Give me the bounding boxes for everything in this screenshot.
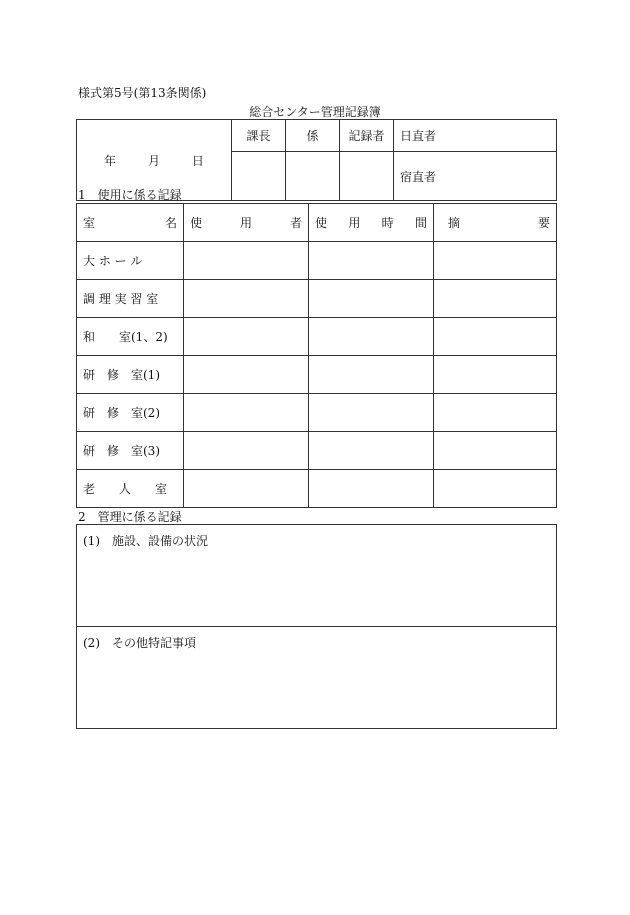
stamp-recorder[interactable] [340,152,394,201]
col-remarks-header: 摘 要 [434,204,557,242]
role-recorder: 記録者 [340,120,394,152]
remarks-cell[interactable] [434,470,557,508]
facility-status-box[interactable] [76,524,557,627]
time-cell[interactable] [309,242,434,280]
table-row [77,242,557,280]
room-name: 研 修 室(1) [77,356,184,394]
user-cell[interactable] [184,394,309,432]
table-row [77,280,557,318]
room-name: 調 理 実 習 室 [77,280,184,318]
user-cell[interactable] [184,318,309,356]
room-name: 老 人 室 [77,470,184,508]
other-notes-box[interactable] [76,626,557,729]
year-label: 年 [104,153,117,168]
table-row [77,432,557,470]
form-number: 様式第5号(第13条関係) [78,86,207,100]
section-usage-title: 1 使用に係る記録 [78,188,182,202]
time-cell[interactable] [309,470,434,508]
stamp-section-chief[interactable] [232,152,286,201]
remarks-cell[interactable] [434,242,557,280]
remarks-cell[interactable] [434,280,557,318]
room-name: 大 ホ ー ル [77,242,184,280]
section-management-title: 2 管理に係る記録 [78,510,182,524]
remarks-cell[interactable] [434,356,557,394]
user-cell[interactable] [184,242,309,280]
role-section-chief: 課長 [232,120,286,152]
col-time-header: 使 用 時 間 [309,204,434,242]
table-row [77,318,557,356]
remarks-cell[interactable] [434,394,557,432]
time-cell[interactable] [309,280,434,318]
remarks-cell[interactable] [434,318,557,356]
stamp-staff[interactable] [286,152,340,201]
day-label: 日 [191,153,204,168]
table-row [77,394,557,432]
usage-table [76,203,557,508]
remarks-cell[interactable] [434,432,557,470]
col-user-header: 使 用 者 [184,204,309,242]
room-name: 研 修 室(2) [77,394,184,432]
facility-status-label: (1) 施設、設備の状況 [83,534,208,548]
room-name: 和 室(1、2) [77,318,184,356]
role-staff: 係 [286,120,340,152]
user-cell[interactable] [184,470,309,508]
user-cell[interactable] [184,356,309,394]
time-cell[interactable] [309,318,434,356]
table-row [77,356,557,394]
time-cell[interactable] [309,356,434,394]
day-duty-field[interactable]: 日直者 [394,120,557,152]
col-room-header: 室 名 [77,204,184,242]
usage-header-row [77,204,557,242]
document-title: 総合センター管理記録簿 [249,105,381,119]
month-label: 月 [147,153,160,168]
user-cell[interactable] [184,432,309,470]
time-cell[interactable] [309,394,434,432]
night-duty-field[interactable]: 宿直者 [394,152,557,201]
user-cell[interactable] [184,280,309,318]
table-row [77,470,557,508]
other-notes-label: (2) その他特記事項 [83,636,196,650]
room-name: 研 修 室(3) [77,432,184,470]
time-cell[interactable] [309,432,434,470]
